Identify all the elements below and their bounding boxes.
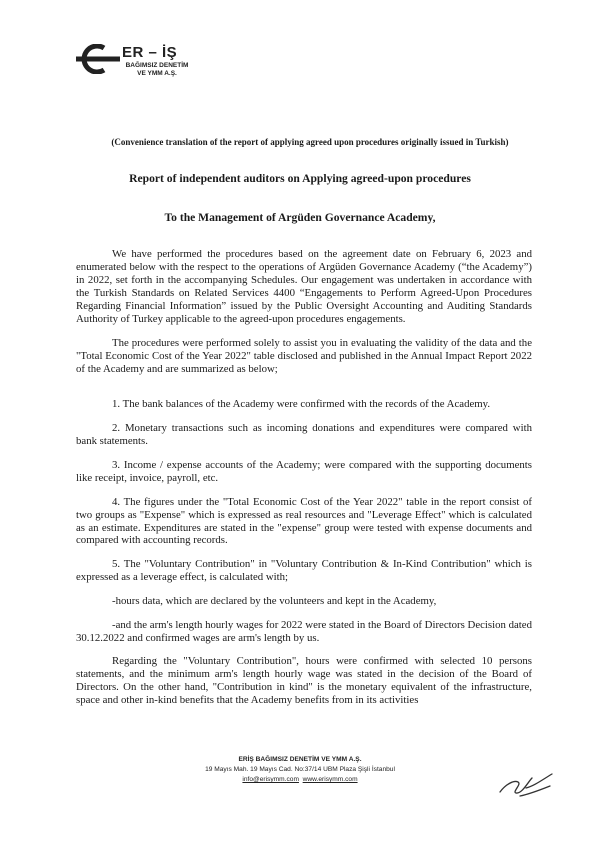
- footer-address: 19 Mayıs Mah. 19 Mayıs Cad. No:37/14 UBM Plaza Şişli İstanbul: [205, 766, 395, 773]
- signature-icon: [496, 766, 556, 800]
- logo-subtitle-line2: VE YMM A.Ş.: [137, 70, 177, 77]
- page-footer: [150, 755, 450, 785]
- procedure-item-5-wages: -and the arm's length hourly wages for 2022 were stated in the Board of Directors Decision dated 30.12.2022 and confirmed wages are arm's length by us.: [76, 619, 532, 644]
- report-addressee: To the Management of Argüden Governance Academy,: [164, 211, 436, 224]
- procedure-item-2: 2. Monetary transactions such as incoming donations and expenditures were compared with bank statements.: [76, 422, 532, 447]
- company-logo-mark-icon: [74, 44, 120, 74]
- paragraph-voluntary-contribution: Regarding the "Voluntary Contribution", hours were confirmed with selected 10 persons statements, and the minimum arm's length hourly wage was stated in the decision of the Board of Directors. On the other hand, "Contribution in kind" is the monetary equivalent of the infrastructure, space and other in-kind benefits that the Academy benefits from in its activities: [76, 654, 532, 706]
- translation-note: (Convenience translation of the report of applying agreed upon procedures originally issued in Turkish): [111, 137, 509, 147]
- logo-subtitle: [122, 62, 192, 78]
- procedure-item-5: 5. The "Voluntary Contribution" in "Voluntary Contribution & In-Kind Contribution" which is expressed as a leverage effect, is calculated with;: [76, 558, 532, 584]
- logo-name: ER – İŞ: [122, 44, 178, 61]
- paragraph-purpose: The procedures were performed solely to assist you in evaluating the validity of the data and the "Total Economic Cost of the Year 2022" table disclosed and published in the Annual Impact Report 2022 of the Academy and are summarized as below;: [76, 337, 532, 376]
- footer-email-link[interactable]: info@erisymm.com: [242, 776, 299, 783]
- footer-firm-name: ERİŞ BAĞIMSIZ DENETİM VE YMM A.Ş.: [238, 756, 362, 763]
- footer-website-link[interactable]: www.erisymm.com: [302, 776, 358, 783]
- company-logo: [74, 40, 194, 92]
- footer-links: [150, 775, 450, 785]
- logo-subtitle-line1: BAĞIMSIZ DENETİM: [125, 62, 189, 69]
- procedure-item-1: 1. The bank balances of the Academy were confirmed with the records of the Academy.: [112, 398, 491, 411]
- procedure-item-3: 3. Income / expense accounts of the Academy; were compared with the supporting documents like receipt, invoice, payroll, etc.: [76, 458, 532, 484]
- procedure-item-4: 4. The figures under the "Total Economic Cost of the Year 2022" table in the report consist of two groups as "Expense" which is expressed as real resources and "Leverage Effect" which is calculated as an estimate. Expenditures are stated in the "expense" group were tested with expense documents and compared with accounting records.: [76, 495, 532, 547]
- report-body: [76, 248, 532, 706]
- procedure-item-5-hours: -hours data, which are declared by the volunteers and kept in the Academy,: [112, 595, 437, 608]
- paragraph-engagement: We have performed the procedures based on the agreement date on February 6, 2023 and enumerated below with the respect to the operations of Argüden Governance Academy (“the Academy”) in 2022, set forth in the accompanying Schedules. Our engagement was undertaken in accordance with the Turkish Standards on Related Services 4400 “Engagements to Perform Agreed-Upon Procedures Regarding Financial Information” issued by the Public Oversight Accounting and Auditing Standards Authority of Turkey applicable to the agreed-upon procedures engagements.: [76, 248, 532, 325]
- report-title: Report of independent auditors on Applying agreed-upon procedures: [129, 172, 471, 185]
